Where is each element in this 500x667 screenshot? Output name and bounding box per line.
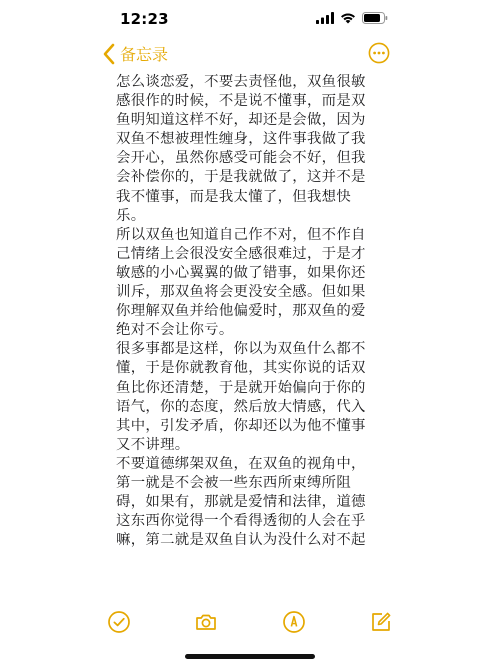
home-indicator: [185, 654, 315, 659]
markup-pen-icon[interactable]: [282, 610, 306, 634]
note-paragraph: 所以双鱼也知道自己作不对，但不作自 己情绪上会很没安全感很难过，于是才 敏感的小心翼翼的做了错事，如果你还 训斥，那双鱼将会更没安全感。但如果 你理解双鱼并给他偏爱时，那双鱼的爱 绝对不会让你亏。: [116, 226, 366, 339]
compose-icon[interactable]: [369, 610, 393, 634]
battery-icon: [362, 12, 388, 24]
nav-bar: [0, 40, 500, 70]
back-button[interactable]: [102, 42, 168, 65]
status-time: 12:23: [120, 10, 169, 28]
camera-icon[interactable]: [194, 610, 218, 634]
chevron-left-icon: [102, 43, 116, 65]
status-bar: [0, 0, 500, 40]
signal-icon: [316, 12, 334, 24]
checklist-icon[interactable]: [107, 610, 131, 634]
bottom-toolbar: [0, 604, 500, 644]
ellipsis-circle-icon[interactable]: [368, 42, 390, 64]
note-body[interactable]: [116, 73, 386, 600]
status-icons: [316, 12, 388, 24]
wifi-icon: [340, 12, 356, 24]
back-button-label: 备忘录: [120, 45, 169, 64]
note-paragraph: 很多事都是这样，你以为双鱼什么都不 懂，于是你就教育他，其实你说的话双 鱼比你还清楚，于是就开始偏向于你的 语气，你的态度，然后放大情感，代入 其中，引发矛盾，你却还以为他不懂事 又不讲理。: [116, 341, 366, 453]
note-paragraph: 不要道德绑架双鱼，在双鱼的视角中， 第一就是不会被一些东西所束缚所阻 碍，如果有，那就是爱情和法律，道德 这东西你觉得一个看得透彻的人会在乎 嘛，第二就是双鱼自认为没什么对不起: [116, 455, 366, 549]
note-paragraph: 怎么谈恋爱，不要去责怪他，双鱼很敏 感很作的时候，不是说不懂事，而是双 鱼明知道这样不好，却还是会做，因为 双鱼不想被理性缠身，这件事我做了我 会开心，虽然你感受可能会不好，但我 会补偿你的，于是我就做了，这并不是 我不懂事，而是我太懂了，但我想快 乐。: [116, 74, 366, 224]
